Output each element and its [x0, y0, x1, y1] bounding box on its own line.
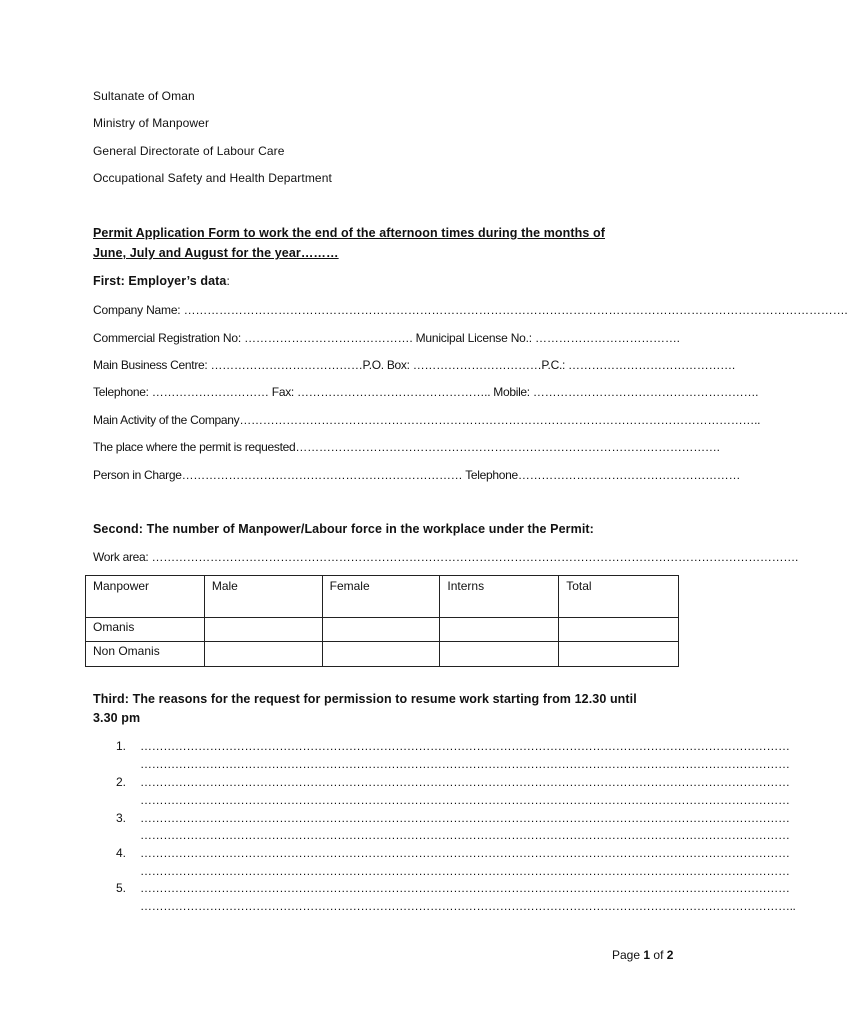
table-row	[86, 618, 679, 642]
commercial-registration-field: Commercial Registration No: ……………………………………. Municipal License No.: ……………………………….	[93, 331, 680, 345]
table-cell	[322, 642, 440, 667]
reason-line: ……………………………………………………………………………………………………………………………………………………	[140, 757, 790, 771]
manpower-table	[85, 575, 679, 667]
table-cell	[204, 642, 322, 667]
table-header-cell: Manpower	[86, 576, 205, 618]
reason-line: ……………………………………………………………………………………………………………………………………………………	[140, 739, 790, 753]
permit-place-field: The place where the permit is requested……………………………………………………………………………………………….	[93, 440, 720, 454]
of-label: of	[653, 948, 664, 962]
table-header-cell: Female	[322, 576, 440, 618]
table-cell	[559, 642, 679, 667]
reason-line: ……………………………………………………………………………………………………………………………………………………	[140, 881, 790, 895]
table-cell	[440, 618, 559, 642]
form-title-line2: June, July and August for the year………	[93, 246, 339, 260]
table-cell	[322, 618, 440, 642]
reason-number: 1.	[116, 739, 127, 753]
header-country: Sultanate of Oman	[93, 89, 195, 103]
section1-heading-colon: :	[226, 274, 230, 288]
table-header-row	[86, 576, 679, 618]
reason-line: ……………………………………………………………………………………………………………………………………………………	[140, 864, 790, 878]
form-title-line1: Permit Application Form to work the end of the afternoon times during the months of	[93, 226, 606, 240]
section1-heading-text: First: Employer’s data	[93, 274, 227, 288]
table-header-cell: Interns	[440, 576, 559, 618]
page-number	[612, 948, 673, 962]
section3-heading-line2: 3.30 pm	[93, 711, 141, 725]
reason-number: 4.	[116, 846, 127, 860]
table-cell: Omanis	[86, 618, 205, 642]
reason-line: ……………………………………………………………………………………………………………………………………………………	[140, 775, 790, 789]
person-in-charge-field: Person in Charge……………………………………………………………… Telephone…………………………………………………	[93, 468, 741, 482]
reason-line: ……………………………………………………………………………………………………………………………………………………	[140, 828, 790, 842]
header-ministry: Ministry of Manpower	[93, 116, 210, 130]
main-business-centre-field: Main Business Centre: …………………………………P.O. Box: ……………………………P.C.: …………………………………….	[93, 358, 735, 372]
section3-heading-line1: Third: The reasons for the request for permission to resume work starting from 12.30 until	[93, 692, 637, 706]
reason-line: ……………………………………………………………………………………………………………………………………………………	[140, 811, 790, 825]
page-label: Page	[612, 948, 641, 962]
telephone-fax-mobile-field: Telephone: ………………………… Fax: ………………………………………….. Mobile: ………………………………………………….	[93, 385, 759, 399]
header-directorate: General Directorate of Labour Care	[93, 144, 285, 158]
reason-line: ……………………………………………………………………………………………………………………………………………………	[140, 793, 790, 807]
table-cell: Non Omanis	[86, 642, 205, 667]
table-cell	[204, 618, 322, 642]
page-current: 1	[643, 948, 651, 962]
reason-number: 3.	[116, 811, 127, 825]
table-header-cell: Male	[204, 576, 322, 618]
table-row	[86, 642, 679, 667]
section1-heading	[93, 274, 230, 288]
section2-heading: Second: The number of Manpower/Labour force in the workplace under the Permit:	[93, 522, 594, 536]
header-department: Occupational Safety and Health Department	[93, 171, 332, 185]
reason-number: 5.	[116, 881, 127, 895]
reason-number: 2.	[116, 775, 127, 789]
reason-line: ……………………………………………………………………………………………………………………………………………………	[140, 846, 790, 860]
table-cell	[559, 618, 679, 642]
work-area-field: Work area: ………………………………………………………………………………………………………………………………………………….	[93, 550, 799, 564]
table-cell	[440, 642, 559, 667]
table-header-cell: Total	[559, 576, 679, 618]
reason-line: ……………………………………………………………………………………………………………………………………………………..	[140, 899, 796, 913]
page-total: 2	[666, 948, 674, 962]
company-name-field: Company Name: …………………………………………………………………………………………………………………………………………………….	[93, 303, 848, 317]
main-activity-field: Main Activity of the Company……………………………………………………………………………………………………………………..	[93, 413, 761, 427]
